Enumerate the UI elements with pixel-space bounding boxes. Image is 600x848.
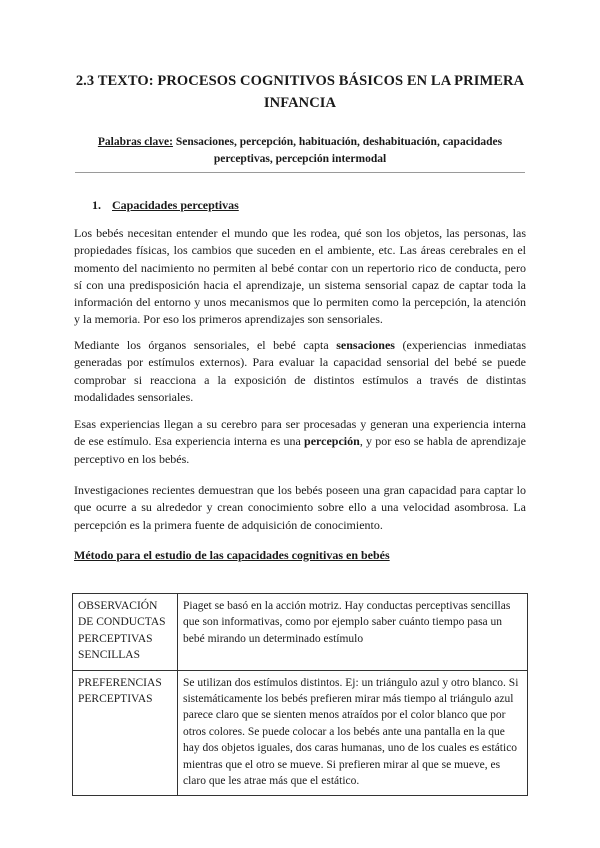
paragraph-3-text-a: Esas experiencias llegan a su cerebro para ser procesadas y generan una experiencia interna de ese estímulo. Esa experiencia interna es una bbox=[74, 417, 526, 449]
term-percepcion: percepción bbox=[304, 434, 360, 449]
method-description-cell: Se utilizan dos estímulos distintos. Ej: un triángulo azul y otro blanco. Si sistemáticamente los bebés prefieren mirar más tiempo al triángulo azul parece claro que se sienten menos atraídos por el color blanco que por otros colores. Se puede colocar a los bebés ante una pantalla en la que hay dos objetos iguales, dos caras humanas, uno de los cuales es estático mientras que el otro se mueve. Si prefieren mirar al que se mueve, es claro que les atrae más que el estático. bbox=[178, 670, 528, 796]
table-row bbox=[73, 594, 528, 671]
methods-table bbox=[72, 593, 528, 796]
term-sensaciones: sensaciones bbox=[336, 338, 395, 352]
horizontal-rule bbox=[75, 172, 525, 173]
table-row bbox=[73, 670, 528, 796]
method-description-cell: Piaget se basó en la acción motriz. Hay conductas perceptivas sencillas que son informativas, como por ejemplo saber cuánto tiempo pasa un bebé mirando un determinado estímulo bbox=[178, 594, 528, 671]
keywords-text: Sensaciones, percepción, habituación, deshabituación, capacidades perceptivas, percepción intermodal bbox=[172, 136, 503, 165]
section-heading bbox=[92, 197, 239, 213]
paragraph-2-text-b: (experiencias inmediatas generadas por estímulos externos). Para evaluar la capacidad sensorial del bebé se puede comprobar si reacciona a la exposición de distintos estímulos a través de distintas modalidades sensoriales. bbox=[74, 338, 526, 404]
paragraph-1: Los bebés necesitan entender el mundo que les rodea, qué son los objetos, las personas, las propiedades físicas, los cambios que suceden en el ambiente, etc. Las áreas cerebrales en el momento del nacimiento no permiten al bebé contar con un repertorio rico de conducta, pero sí con una predisposición hacia el aprendizaje, un sistema sensorial capaz de captar toda la información del entorno y unos mecanismos que lo permiten como la percepción, la atención y la memoria. Por eso los primeros aprendizajes son sensoriales. bbox=[74, 226, 526, 327]
keywords-line bbox=[75, 134, 525, 168]
paragraph-2-text-a: Mediante los órganos sensoriales, el bebé capta bbox=[74, 338, 337, 352]
paragraph-2 bbox=[74, 337, 526, 406]
keywords-label: Palabras clave: bbox=[97, 136, 173, 148]
method-name-cell: OBSERVACIÓN DE CONDUCTAS PERCEPTIVAS SENCILLAS bbox=[73, 594, 178, 671]
paragraph-3 bbox=[74, 416, 526, 468]
section-number: 1. bbox=[92, 198, 101, 212]
section-title: Capacidades perceptivas bbox=[112, 198, 239, 212]
document-title: 2.3 TEXTO: PROCESOS COGNITIVOS BÁSICOS EN LA PRIMERA INFANCIA bbox=[75, 73, 525, 111]
paragraph-3-text-b: , y por eso se habla de aprendizaje perceptivo en los bebés. bbox=[74, 434, 526, 466]
method-name-cell: PREFERENCIAS PERCEPTIVAS bbox=[73, 670, 178, 796]
paragraph-4: Investigaciones recientes demuestran que los bebés poseen una gran capacidad para captar lo que ocurre a su alrededor y crean conocimiento sobre ello a una velocidad asombrosa. La percepción es la primera fuente de adquisición de conocimiento. bbox=[74, 483, 526, 532]
methods-subheading: Método para el estudio de las capacidades cognitivas en bebés bbox=[74, 548, 390, 562]
